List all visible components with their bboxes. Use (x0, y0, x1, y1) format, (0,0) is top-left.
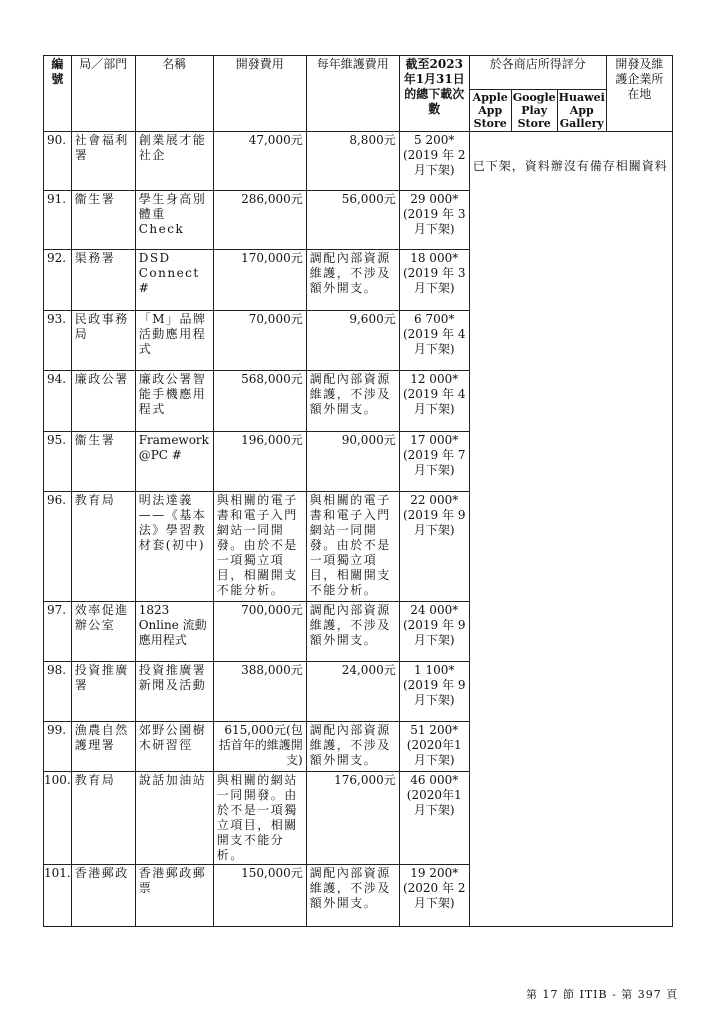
row-no: 98. (44, 662, 72, 722)
header-downloads: 截至2023年1月31日的總下載次數 (399, 56, 469, 132)
row-maint-cost: 調配內部資源維護，不涉及額外開支。 (306, 865, 399, 927)
header-google-store: Google Play Store (512, 91, 556, 130)
header-ratings: 於各商店所得評分 (469, 56, 606, 90)
row-no: 93. (44, 311, 72, 371)
row-name: 學生身高別體重Check (135, 191, 213, 250)
row-dev-cost: 150,000元 (213, 865, 306, 927)
row-no: 101. (44, 865, 72, 927)
row-dept: 香港郵政 (71, 865, 135, 927)
header-maint-cost: 每年維護費用 (306, 56, 399, 132)
row-downloads: 18 000*(2019 年 3 月下架) (399, 250, 469, 311)
header-huawei-store: Huawei App Gallery (558, 91, 605, 130)
row-maint-cost: 9,600元 (306, 311, 399, 371)
row-dev-cost: 與相關的電子書和電子入門網站一同開發。由於不是一項獨立項目，相關開支不能分析。 (213, 492, 306, 602)
header-no: 編號 (44, 56, 72, 132)
row-dev-cost: 47,000元 (213, 132, 306, 191)
row-maint-cost: 176,000元 (306, 772, 399, 865)
row-dept: 廉政公署 (71, 371, 135, 432)
row-name: 投資推廣署新聞及活動 (135, 662, 213, 722)
page-footer: 第 17 節 ITIB - 第 397 頁 (526, 988, 679, 1001)
row-dept: 教育局 (71, 772, 135, 865)
row-downloads: 46 000*(2020年1 月下架) (399, 772, 469, 865)
row-downloads: 29 000*(2019 年 3 月下架) (399, 191, 469, 250)
header-apple-store: Apple App Store (469, 90, 511, 132)
row-dev-cost: 568,000元 (213, 371, 306, 432)
row-dev-cost: 388,000元 (213, 662, 306, 722)
row-dept: 漁農自然護理署 (71, 722, 135, 772)
row-dept: 投資推廣署 (71, 662, 135, 722)
row-name: DSD Connect # (135, 250, 213, 311)
row-dev-cost: 70,000元 (213, 311, 306, 371)
row-maint-cost: 調配內部資源維護，不涉及額外開支。 (306, 371, 399, 432)
row-maint-cost: 24,000元 (306, 662, 399, 722)
row-downloads: 22 000*(2019 年 9 月下架) (399, 492, 469, 602)
header-dev-cost: 開發費用 (213, 56, 306, 132)
row-dev-cost: 與相關的網站一同開發。由於不是一項獨立項目，相關開支不能分析。 (213, 772, 306, 865)
row-dept: 教育局 (71, 492, 135, 602)
row-downloads: 17 000*(2019 年 7 月下架) (399, 432, 469, 492)
row-name: 廉政公署智能手機應用程式 (135, 371, 213, 432)
removed-note: 已下架，資料辦沒有備存相關資料 (469, 132, 672, 927)
row-name: 1823 Online 流動應用程式 (135, 602, 213, 662)
header-dept: 局／部門 (71, 56, 135, 132)
row-no: 97. (44, 602, 72, 662)
row-name: 郊野公園樹木研習徑 (135, 722, 213, 772)
row-downloads: 19 200*(2020 年 2 月下架) (399, 865, 469, 927)
row-dev-cost: 196,000元 (213, 432, 306, 492)
row-dept: 衞生署 (71, 191, 135, 250)
row-name: 明法達義——《基本法》學習教材套(初中) (135, 492, 213, 602)
row-no: 92. (44, 250, 72, 311)
row-dev-cost: 170,000元 (213, 250, 306, 311)
row-dev-cost: 700,000元 (213, 602, 306, 662)
row-maint-cost: 8,800元 (306, 132, 399, 191)
row-downloads: 6 700*(2019 年 4 月下架) (399, 311, 469, 371)
row-dept: 效率促進辦公室 (71, 602, 135, 662)
app-table (43, 55, 673, 927)
row-no: 100. (44, 772, 72, 865)
row-name: Framework @PC # (135, 432, 213, 492)
row-dept: 民政事務局 (71, 311, 135, 371)
row-dept: 衞生署 (71, 432, 135, 492)
row-no: 99. (44, 722, 72, 772)
row-downloads: 24 000*(2019 年 9 月下架) (399, 602, 469, 662)
row-name: 香港郵政郵票 (135, 865, 213, 927)
row-name: 創業展才能社企 (135, 132, 213, 191)
row-no: 94. (44, 371, 72, 432)
row-name: 「M」品牌活動應用程式 (135, 311, 213, 371)
row-no: 91. (44, 191, 72, 250)
header-location: 開發及維護企業所在地 (606, 56, 672, 132)
row-dev-cost: 615,000元(包括首年的維護開支) (213, 722, 306, 772)
row-maint-cost: 56,000元 (306, 191, 399, 250)
row-name: 說話加油站 (135, 772, 213, 865)
row-downloads: 51 200*(2020年1 月下架) (399, 722, 469, 772)
table-row (44, 132, 673, 191)
row-no: 95. (44, 432, 72, 492)
row-no: 96. (44, 492, 72, 602)
row-downloads: 1 100*(2019 年 9 月下架) (399, 662, 469, 722)
row-dev-cost: 286,000元 (213, 191, 306, 250)
row-dept: 渠務署 (71, 250, 135, 311)
row-no: 90. (44, 132, 72, 191)
row-dept: 社會福利署 (71, 132, 135, 191)
row-maint-cost: 調配內部資源維護，不涉及額外開支。 (306, 250, 399, 311)
row-downloads: 12 000*(2019 年 4 月下架) (399, 371, 469, 432)
row-downloads: 5 200*(2019 年 2 月下架) (399, 132, 469, 191)
row-maint-cost: 90,000元 (306, 432, 399, 492)
row-maint-cost: 調配內部資源維護，不涉及額外開支。 (306, 602, 399, 662)
row-maint-cost: 與相關的電子書和電子入門網站一同開發。由於不是一項獨立項目，相關開支不能分析。 (306, 492, 399, 602)
row-maint-cost: 調配內部資源維護，不涉及額外開支。 (306, 722, 399, 772)
header-name: 名稱 (135, 56, 213, 132)
